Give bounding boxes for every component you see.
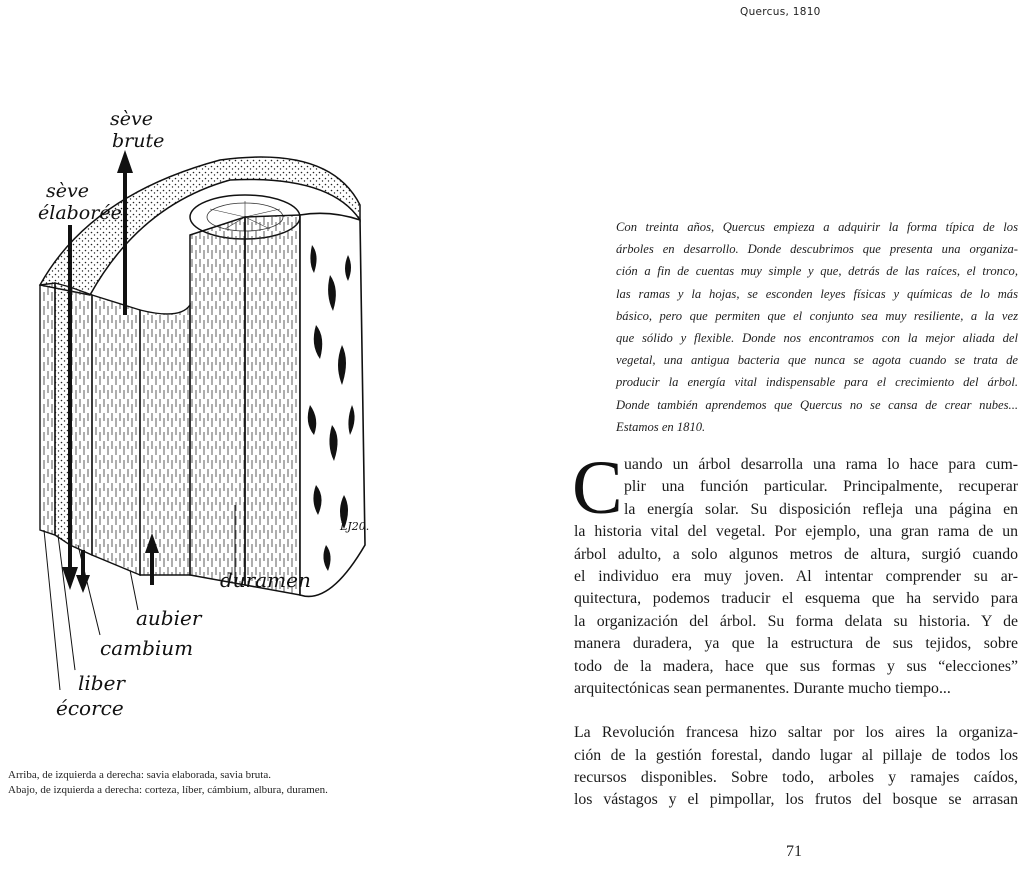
outer-bark	[300, 213, 365, 596]
running-head: Quercus, 1810	[740, 6, 821, 18]
intro-line: Con treinta años, Quercus empieza a adquirir la forma típica de los	[616, 220, 1018, 234]
label-aubier: aubier	[136, 606, 202, 630]
body-line: La Revolución francesa hizo saltar por los aires la organiza-	[574, 724, 1018, 742]
body-line: recursos disponibles. Sobre todo, arboles y ramajes caídos,	[574, 769, 1018, 787]
intro-line: las ramas y la hojas, se esconden leyes físicas y químicas de lo más	[616, 286, 1018, 301]
body-line: árbol adulto, a solo algunos metros de altura, surgió cuando	[574, 545, 1018, 563]
intro-line: árboles en desarrollo. Donde descubrimos que presenta una organiza-	[616, 242, 1018, 257]
heartwood-column	[190, 217, 245, 585]
body-line: quitectura, podemos traducir el esquema que ha servido para	[574, 590, 1018, 608]
body-line: todo de la madera, hace que sus formas y sus “elecciones”	[574, 657, 1018, 675]
intro-line: vegetal, una antigua bacteria que nunca se agota cuando se trata de	[616, 353, 1018, 368]
artist-signature: LJ20.	[340, 520, 370, 533]
caption-line: Abajo, de izquierda a derecha: corteza, líber, cámbium, albura, duramen.	[8, 784, 328, 796]
body-line: la historia vital del vegetal. Por ejemplo, una gran rama de un	[574, 523, 1018, 541]
caption-line: Arriba, de izquierda a derecha: savia elaborada, savia bruta.	[8, 769, 271, 781]
body-line: manera duradera, ya que la estructura de sus tejidos, sobre	[574, 635, 1018, 653]
phloem-slab	[55, 283, 70, 545]
label-cambium: cambium	[100, 636, 194, 660]
body-line: la energía solar. Su disposición refleja una página en	[624, 500, 1018, 518]
tree-trunk-cross-section-illustration	[30, 105, 390, 735]
body-line: los vástagos y el pimpollar, los frutos del bosque se arrasan	[574, 791, 1018, 809]
label-duramen: duramen	[220, 568, 311, 592]
bark-slab	[40, 283, 55, 535]
body-line: el individuo era muy joven. Al intentar comprender su ar-	[574, 567, 1018, 585]
label-seve: sève	[110, 108, 153, 130]
intro-line: que sólido y flexible. Donde nos encontramos con la mejor aliada del	[616, 330, 1018, 345]
body-line: la organización del árbol. Su forma delata su historia. Y de	[574, 612, 1018, 630]
intro-line: producir la energía vital indispensable para el crecimiento del árbol.	[616, 375, 1018, 390]
label-seve-2: sève	[46, 180, 89, 202]
label-liber: liber	[78, 671, 125, 695]
drop-cap: C	[572, 446, 623, 530]
label-brute: brute	[112, 130, 165, 152]
sapwood-slab	[92, 295, 140, 575]
body-text	[574, 454, 1018, 812]
intro-line: ción a fin de cuentas muy simple y que, detrás de las raíces, el tronco,	[616, 264, 1018, 279]
body-line: ción de la gestión forestal, dando lugar al pillaje de todos los	[574, 746, 1018, 764]
label-ecorce: écorce	[56, 696, 124, 720]
body-line: uando un árbol desarrolla una rama lo hace para cum-	[624, 456, 1018, 473]
body-line: plir una función particular. Principalmente, recuperar	[624, 478, 1018, 496]
intro-line: Estamos en 1810.	[616, 419, 706, 434]
cambium-slab	[70, 287, 92, 555]
figure-caption	[8, 768, 428, 798]
trunk-drawing	[30, 105, 390, 735]
body-line: arquitectónicas sean permanentes. Durante mucho tiempo...	[574, 679, 951, 697]
intro-line: Donde también aprendemos que Quercus no se cansa de crear nubes...	[616, 397, 1018, 412]
page-number: 71	[786, 843, 802, 860]
chapter-intro	[616, 216, 1018, 438]
label-elaboree: élaborée	[38, 202, 122, 224]
intro-line: básico, pero que permiten que el conjunto sea muy resiliente, a la vez	[616, 308, 1018, 323]
